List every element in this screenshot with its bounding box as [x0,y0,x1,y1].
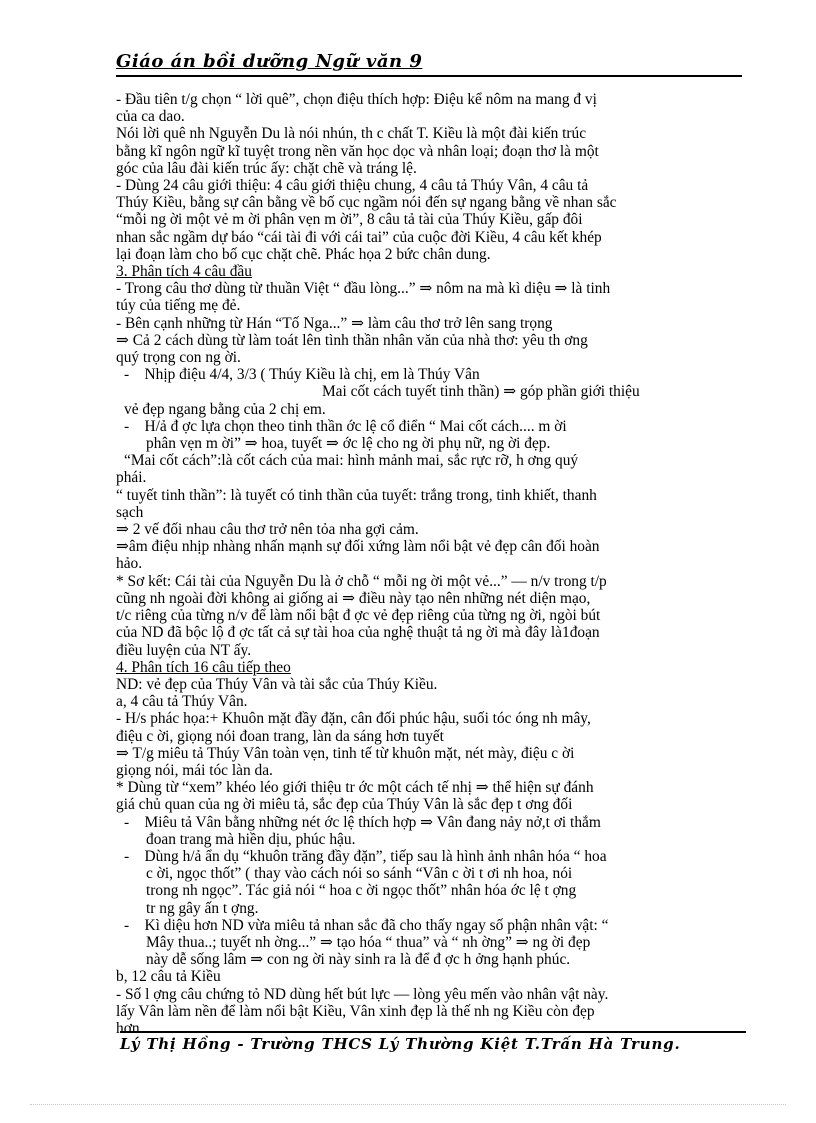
text-line: này dễ sống lâm ⇒ con ng ời này sinh ra là để đ ợc h ởng hạnh phúc. [146,951,571,969]
text-line: túy của tiếng mẹ đẻ. [116,297,241,315]
page-header [116,51,742,77]
text-line: - Số l ợng câu chứng tỏ ND dùng hết bút lực — lòng yêu mến vào nhân vật này. [116,985,609,1003]
text-line: “mỗi ng ời một vẻ m ời phân vẹn m ời”, 8 câu tả tài của Thúy Kiều, gấp đôi [116,211,583,229]
bullet-dash: - [124,417,130,435]
text-line: phái. [116,469,147,487]
text-line: t/c riêng của từng n/v để làm nổi bật đ ợc vẻ đẹp riêng của từng ng ời, ngòi bút [116,607,601,625]
bullet-line: - Dùng h/ả ẩn dụ “khuôn trăng đầy đặn”, tiếp sau là hình ảnh nhân hóa “ hoa [124,847,607,865]
text-line: Mai cốt cách tuyết tinh thần) ⇒ góp phần giới thiệu [322,383,640,401]
text-line: ⇒ Cả 2 cách dùng từ làm toát lên tình thần nhân văn của nhà thơ: yêu th ơng [116,331,588,349]
text-line: - Trong câu thơ dùng từ thuần Việt “ đầu lòng...” ⇒ nôm na mà kì diệu ⇒ là tinh [116,280,611,298]
text-line: Nói lời quê nh Nguyễn Du là nói nhún, th c chất T. Kiều là một đài kiến trúc [116,125,587,143]
text-line: - Bên cạnh những từ Hán “Tố Nga...” ⇒ làm câu thơ trở lên sang trọng [116,314,553,332]
text-line: Thúy Kiều, bằng sự cân bằng về bố cục ngầm nói đến sự ngang bằng về nhan sắc [116,194,617,212]
text-line: hơn. [116,1019,144,1037]
text-line: Mây thua..; tuyết nh ờng...” ⇒ tạo hóa “ thua” và “ nh ờng” ⇒ ng ời đẹp [146,933,591,951]
bullet-dash: - [124,813,130,831]
text-line: cũng nh ngoài đời không ai giống ai ⇒ điều này tạo nên những nét diện mạo, [116,589,591,607]
text-line: đoan trang mà hiền dịu, phúc hậu. [146,830,356,848]
bullet-line: - Kì diệu hơn ND vừa miêu tả nhan sắc đã cho thấy ngay số phận nhân vật: “ [124,916,609,934]
text-line: “ tuyết tinh thần”: là tuyết có tinh thần của tuyết: trắng trong, tinh khiết, thanh [116,486,597,504]
text-line: c ời, ngọc thốt” ( thay vào cách nói so sánh “Vân c ời t ơi nh hoa, nói [146,865,573,883]
text-line: ⇒âm điệu nhịp nhàng nhấn mạnh sự đối xứng làm nổi bật vẻ đẹp cân đối hoàn [116,538,600,556]
page-footer: Lý Thị Hồng - Trường THCS Lý Thường Kiệt T.Trấn Hà Trung. [120,1031,746,1053]
bullet-line: - Nhịp điệu 4/4, 3/3 ( Thúy Kiều là chị, em là Thúy Vân [124,366,480,384]
text-line: b, 12 câu tả Kiều [116,968,221,986]
text-line: lại đoạn làm cho bố cục chặt chẽ. Phác họa 2 bức chân dung. [116,245,491,263]
header-title: Giáo án bồi dưỡng Ngữ văn 9 [116,51,423,72]
section-heading: 4. Phân tích 16 câu tiếp theo [116,658,291,676]
text-line: quý trọng con ng ời. [116,349,241,367]
text-line: ND: vẻ đẹp của Thúy Vân và tài sắc của Thúy Kiều. [116,675,438,693]
text-line: - H/s phác họa:+ Khuôn mặt đầy đặn, cân đối phúc hậu, suối tóc óng nh mây, [116,710,591,728]
bullet-dash: - [124,366,130,384]
text-line: - Dùng 24 câu giới thiệu: 4 câu giới thiệu chung, 4 câu tả Thúy Vân, 4 câu tả [116,177,589,195]
bullet-dash: - [124,847,130,865]
text-line: giá chủ quan của ng ời miêu tả, sắc đẹp của Thúy Vân là sắc đẹp t ơng đối [116,796,573,814]
text-line: lấy Vân làm nền để làm nổi bật Kiều, Vân xinh đẹp là thế nh ng Kiều còn đẹp [116,1002,595,1020]
text-line: vẻ đẹp ngang bằng của 2 chị em. [124,400,326,418]
bullet-line: - Miêu tả Vân bằng những nét ớc lệ thích hợp ⇒ Vân đang nảy nở,t ơi thắm [124,813,601,831]
section-heading: 3. Phân tích 4 câu đầu [116,263,252,281]
text-line: ⇒ T/g miêu tả Thúy Vân toàn vẹn, tinh tế từ khuôn mặt, nét mày, điệu c ời [116,744,575,762]
text-line: của ND đã bộc lộ đ ợc tất cả sự tài hoa của nghệ thuật tả ng ời mà đây là1đoạn [116,624,600,642]
text-line: tr ng gây ấn t ợng. [146,899,259,917]
text-line: giọng nói, mái tóc làn da. [116,761,273,779]
text-line: bằng kĩ ngôn ngữ kĩ tuyệt trong nền văn học dọc và nhân loại; đoạn thơ là một [116,142,599,160]
text-line: trong nh ngọc”. Tác giả nói “ hoa c ời ngọc thốt” nhân hóa ớc lệ t ợng [146,882,577,900]
text-line: “Mai cốt cách”:là cốt cách của mai: hình mảnh mai, sắc rực rỡ, h ơng quý [124,452,579,470]
text-line: hảo. [116,555,143,573]
text-line: - Đầu tiên t/g chọn “ lời quê”, chọn điệu thích hợp: Điệu kể nôm na mang đ vị [116,91,597,108]
bullet-dash: - [124,916,130,934]
text-line: phân vẹn m ời” ⇒ hoa, tuyết ⇒ ớc lệ cho ng ời phụ nữ, ng ời đẹp. [146,435,551,453]
text-line: của ca dao. [116,108,185,126]
text-line: điều luyện của NT ấy. [116,641,252,659]
text-line: điệu c ời, giọng nói đoan trang, làn da sáng hơn tuyết [116,727,444,745]
text-line: * Dùng từ “xem” khéo léo giới thiệu tr ớc một cách tế nhị ⇒ thể hiện sự đánh [116,779,594,797]
text-line: nhan sắc ngầm dự báo “cái tài đi với cái tai” của cuộc đời Kiều, 4 câu kết khép [116,228,602,246]
text-line: ⇒ 2 vế đối nhau câu thơ trở nên tỏa nha gợi cảm. [116,521,419,539]
text-line: góc của lâu đài kiến trúc ấy: chặt chẽ và tráng lệ. [116,159,417,177]
page-divider [30,1104,786,1105]
text-line: sạch [116,503,144,521]
text-line: * Sơ kết: Cái tài của Nguyễn Du là ở chỗ “ mỗi ng ời một vẻ...” — n/v trong t/p [116,572,607,590]
document-body [116,91,744,1037]
bullet-line: - H/ả đ ợc lựa chọn theo tinh thần ớc lệ cổ điển “ Mai cốt cách.... m ời [124,417,567,435]
text-line: a, 4 câu tả Thúy Vân. [116,693,248,711]
